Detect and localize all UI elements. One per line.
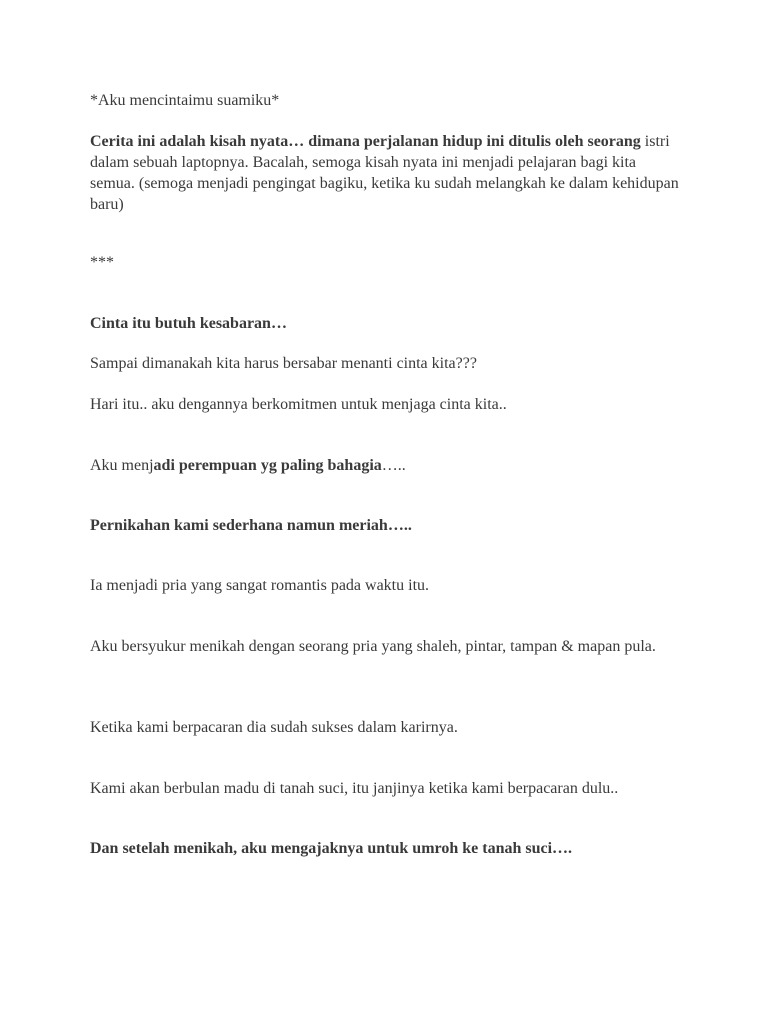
section-separator: *** (90, 254, 114, 271)
paragraph-umroh: Dan setelah menikah, aku mengajaknya untuk umroh ke tanah suci…. (90, 840, 573, 857)
paragraph-romantis: Ia menjadi pria yang sangat romantis pada waktu itu. (90, 577, 430, 594)
paragraph-berkomitmen: Hari itu.. aku dengannya berkomitmen untuk menjaga cinta kita.. (90, 396, 507, 413)
bahagia-suffix: ….. (381, 457, 406, 474)
intro-bold-text: Cerita ini adalah kisah nyata… dimana perjalanan hidup ini ditulis oleh seorang (90, 133, 641, 150)
bahagia-bold: adi perempuan yg paling bahagia (153, 457, 382, 474)
paragraph-cinta-kesabaran: Cinta itu butuh kesabaran… (90, 315, 287, 332)
paragraph-bahagia (90, 455, 690, 476)
paragraph-berpacaran: Ketika kami berpacaran dia sudah sukses dalam karirnya. (90, 719, 458, 736)
intro-normal-text: istri dalam sebuah laptopnya. Bacalah, semoga kisah nyata ini menjadi pelajaran bagi kita semua. (semoga menjadi pengingat bagiku, ketika ku sudah melangkah ke dalam kehidupan baru) (90, 133, 679, 213)
story-title: *Aku mencintaimu suamiku* (90, 92, 280, 109)
bahagia-prefix: Aku menj (90, 457, 154, 474)
paragraph-bulan-madu: Kami akan berbulan madu di tanah suci, itu janjinya ketika kami berpacaran dulu.. (90, 780, 619, 797)
paragraph-bersabar: Sampai dimanakah kita harus bersabar menanti cinta kita??? (90, 355, 477, 372)
intro-paragraph (90, 131, 680, 215)
paragraph-pernikahan: Pernikahan kami sederhana namun meriah….. (90, 517, 412, 534)
paragraph-bersyukur: Aku bersyukur menikah dengan seorang pria yang shaleh, pintar, tampan & mapan pula. (90, 638, 656, 655)
